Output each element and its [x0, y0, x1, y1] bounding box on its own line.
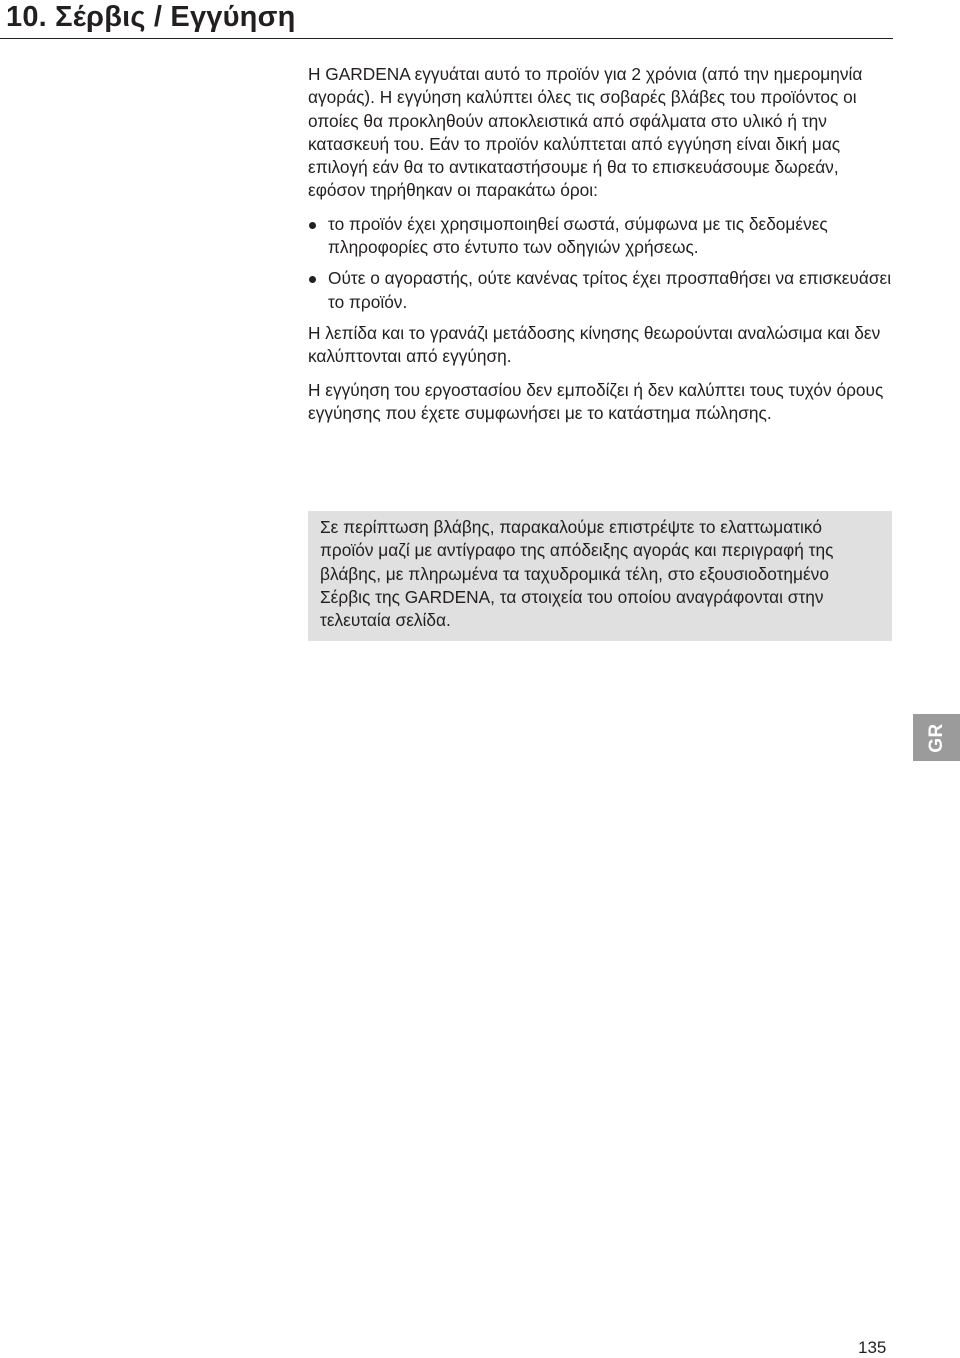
bullet-icon — [309, 222, 316, 229]
list-item — [308, 267, 892, 314]
language-tab-label: GR — [925, 722, 947, 753]
service-note-text: Σε περίπτωση βλάβης, παρακαλούμε επιστρέψτε το ελαττωματικό προϊόν μαζί με αντίγραφο της απόδειξης αγοράς και περιγραφή της βλάβης, με πληρωμένα τα ταχυδρομικά τέλη, στο εξουσιοδοτημένο Σέρβις της GARDENA, τα στοιχεία του οποίου αναγράφονται στην τελευταία σελίδα. — [320, 517, 834, 631]
list-item-text: το προϊόν έχει χρησιμοποιηθεί σωστά, σύμφωνα με τις δεδομένες πληροφορίες στο έντυπο των οδηγιών χρήσεως. — [328, 213, 828, 258]
list-item — [308, 213, 892, 260]
consumables-paragraph: Η λεπίδα και το γρανάζι μετάδοσης κίνησης θεωρούνται αναλώσιμα και δεν καλύπτονται από εγγύηση. — [308, 322, 881, 367]
page-number: 135 — [858, 1338, 887, 1357]
warranty-conditions-list — [308, 213, 892, 314]
warranty-content — [308, 63, 892, 435]
bullet-icon — [309, 276, 316, 283]
section-title: 10. Σέρβις / Εγγύηση — [6, 1, 296, 33]
service-note-box — [308, 511, 892, 641]
manufacturer-warranty-paragraph: Η εγγύηση του εργοστασίου δεν εμποδίζει ή δεν καλύπτει τους τυχόν όρους εγγύησης που έχετε συμφωνήσει με το κατάστημα πώλησης. — [308, 379, 884, 423]
language-tab — [913, 714, 960, 761]
title-divider — [0, 38, 893, 39]
list-item-text: Ούτε ο αγοραστής, ούτε κανένας τρίτος έχει προσπαθήσει να επισκευάσει το προϊόν. — [328, 268, 892, 312]
intro-paragraph: Η GARDENA εγγυάται αυτό το προϊόν για 2 χρόνια (από την ημερομηνία αγοράς). Η εγγύηση καλύπτει όλες τις σοβαρές βλάβες του προϊόντος οι οποίες θα προκληθούν αποκλειστικά από σφάλματα στο υλικό ή την κατασκευή του. Εάν το προϊόν καλύπτεται από εγγύηση είναι δική μας επιλογή εάν θα το αντικαταστήσουμε ή θα το επισκευάσουμε δωρεάν, εφόσον τηρήθηκαν οι παρακάτω όροι: — [308, 64, 863, 201]
